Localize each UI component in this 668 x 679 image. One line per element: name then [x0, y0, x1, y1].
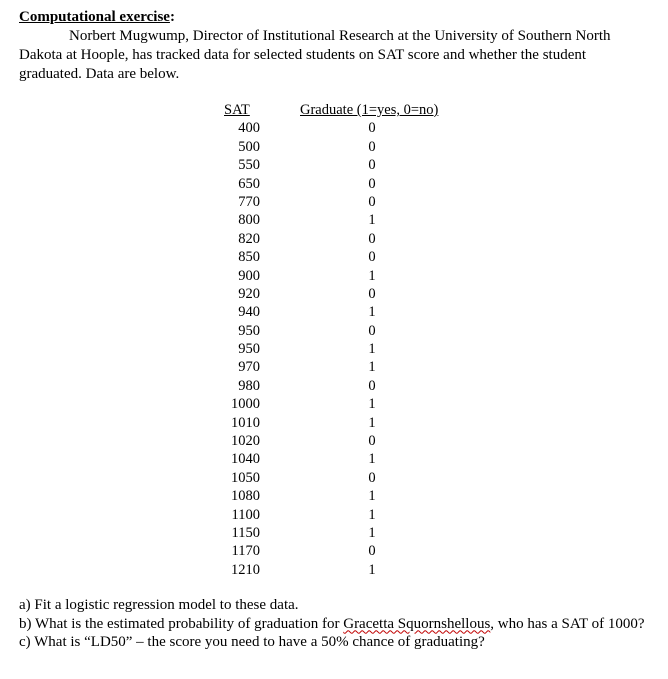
intro-paragraph — [19, 27, 649, 84]
graduate-cell: 0 — [368, 138, 376, 155]
graduate-cell: 1 — [368, 506, 376, 523]
table-row — [224, 377, 438, 395]
sat-cell: 900 — [238, 267, 260, 284]
sat-cell: 940 — [238, 304, 260, 321]
table-row — [224, 561, 438, 579]
table-row — [224, 156, 438, 174]
graduate-cell: 0 — [368, 285, 376, 302]
exercise-heading — [19, 8, 175, 26]
heading-colon: : — [169, 9, 175, 25]
table-row — [224, 487, 438, 505]
graduate-cell: 0 — [368, 469, 376, 486]
sat-cell: 1150 — [231, 524, 260, 541]
table-row — [224, 322, 438, 340]
sat-cell: 1020 — [231, 433, 260, 450]
table-row — [224, 340, 438, 358]
intro-text: Norbert Mugwump, Director of Institutional Research at the University of Southern North Dakota at Hoople, has tracked data for selected students on SAT score and whether the student graduated. Data are below. — [19, 28, 611, 82]
table-row — [224, 119, 438, 137]
sat-cell: 820 — [238, 230, 260, 247]
sat-cell: 1100 — [231, 506, 260, 523]
table-row — [224, 175, 438, 193]
student-name: Gracetta Squornshellous — [343, 615, 491, 632]
graduate-cell: 0 — [368, 157, 376, 174]
graduate-cell: 0 — [368, 193, 376, 210]
graduate-cell: 0 — [368, 377, 376, 394]
sat-cell: 970 — [238, 359, 260, 376]
sat-cell: 1050 — [231, 469, 260, 486]
table-body — [224, 119, 438, 579]
sat-cell: 1010 — [231, 414, 260, 431]
graduate-cell: 0 — [368, 543, 376, 560]
question-b — [19, 615, 649, 634]
table-row — [224, 450, 438, 468]
question-a: a) Fit a logistic regression model to these data. — [19, 597, 299, 613]
sat-cell: 950 — [238, 341, 260, 358]
graduate-cell: 1 — [368, 451, 376, 468]
graduate-cell: 1 — [368, 524, 376, 541]
table-row — [224, 267, 438, 285]
graduate-cell: 1 — [368, 341, 376, 358]
sat-cell: 800 — [238, 212, 260, 229]
table-row — [224, 506, 438, 524]
table-row — [224, 138, 438, 156]
graduate-cell: 0 — [368, 175, 376, 192]
graduate-cell: 1 — [368, 212, 376, 229]
sat-cell: 550 — [238, 157, 260, 174]
table-row — [224, 542, 438, 560]
sat-cell: 1170 — [231, 543, 260, 560]
header-sat: SAT — [224, 102, 250, 118]
header-graduate: Graduate (1=yes, 0=no) — [300, 102, 439, 118]
sat-cell: 920 — [238, 285, 260, 302]
heading-title: Computational exercise — [19, 9, 170, 25]
graduate-cell: 1 — [368, 488, 376, 505]
sat-cell: 1040 — [231, 451, 260, 468]
table-row — [224, 524, 438, 542]
graduate-cell: 0 — [368, 230, 376, 247]
graduate-cell: 1 — [368, 304, 376, 321]
sat-cell: 650 — [238, 175, 260, 192]
sat-cell: 1210 — [231, 561, 260, 578]
table-row — [224, 469, 438, 487]
graduate-cell: 1 — [368, 359, 376, 376]
table-row — [224, 414, 438, 432]
question-b-start: b) What is the estimated probability of graduation for — [19, 615, 344, 632]
table-row — [224, 358, 438, 376]
table-row — [224, 395, 438, 413]
questions-block — [19, 596, 649, 652]
table-row — [224, 303, 438, 321]
sat-cell: 400 — [238, 120, 260, 137]
graduate-cell: 0 — [368, 249, 376, 266]
graduate-cell: 1 — [368, 414, 376, 431]
table-row — [224, 432, 438, 450]
sat-cell: 770 — [238, 193, 260, 210]
table-row — [224, 211, 438, 229]
graduate-cell: 0 — [368, 120, 376, 137]
sat-cell: 1080 — [231, 488, 260, 505]
table-row — [224, 193, 438, 211]
sat-cell: 850 — [238, 249, 260, 266]
sat-cell: 1000 — [231, 396, 260, 413]
data-table — [224, 101, 438, 579]
question-b-end: , who has a SAT of 1000? — [490, 615, 645, 632]
graduate-cell: 1 — [368, 267, 376, 284]
graduate-cell: 0 — [368, 322, 376, 339]
graduate-cell: 1 — [368, 396, 376, 413]
sat-cell: 950 — [238, 322, 260, 339]
graduate-cell: 0 — [368, 433, 376, 450]
table-row — [224, 248, 438, 266]
sat-cell: 500 — [238, 138, 260, 155]
table-row — [224, 285, 438, 303]
table-header — [224, 101, 438, 119]
table-row — [224, 230, 438, 248]
question-c: c) What is “LD50” – the score you need to have a 50% chance of graduating? — [19, 634, 485, 650]
sat-cell: 980 — [238, 377, 260, 394]
graduate-cell: 1 — [368, 561, 376, 578]
